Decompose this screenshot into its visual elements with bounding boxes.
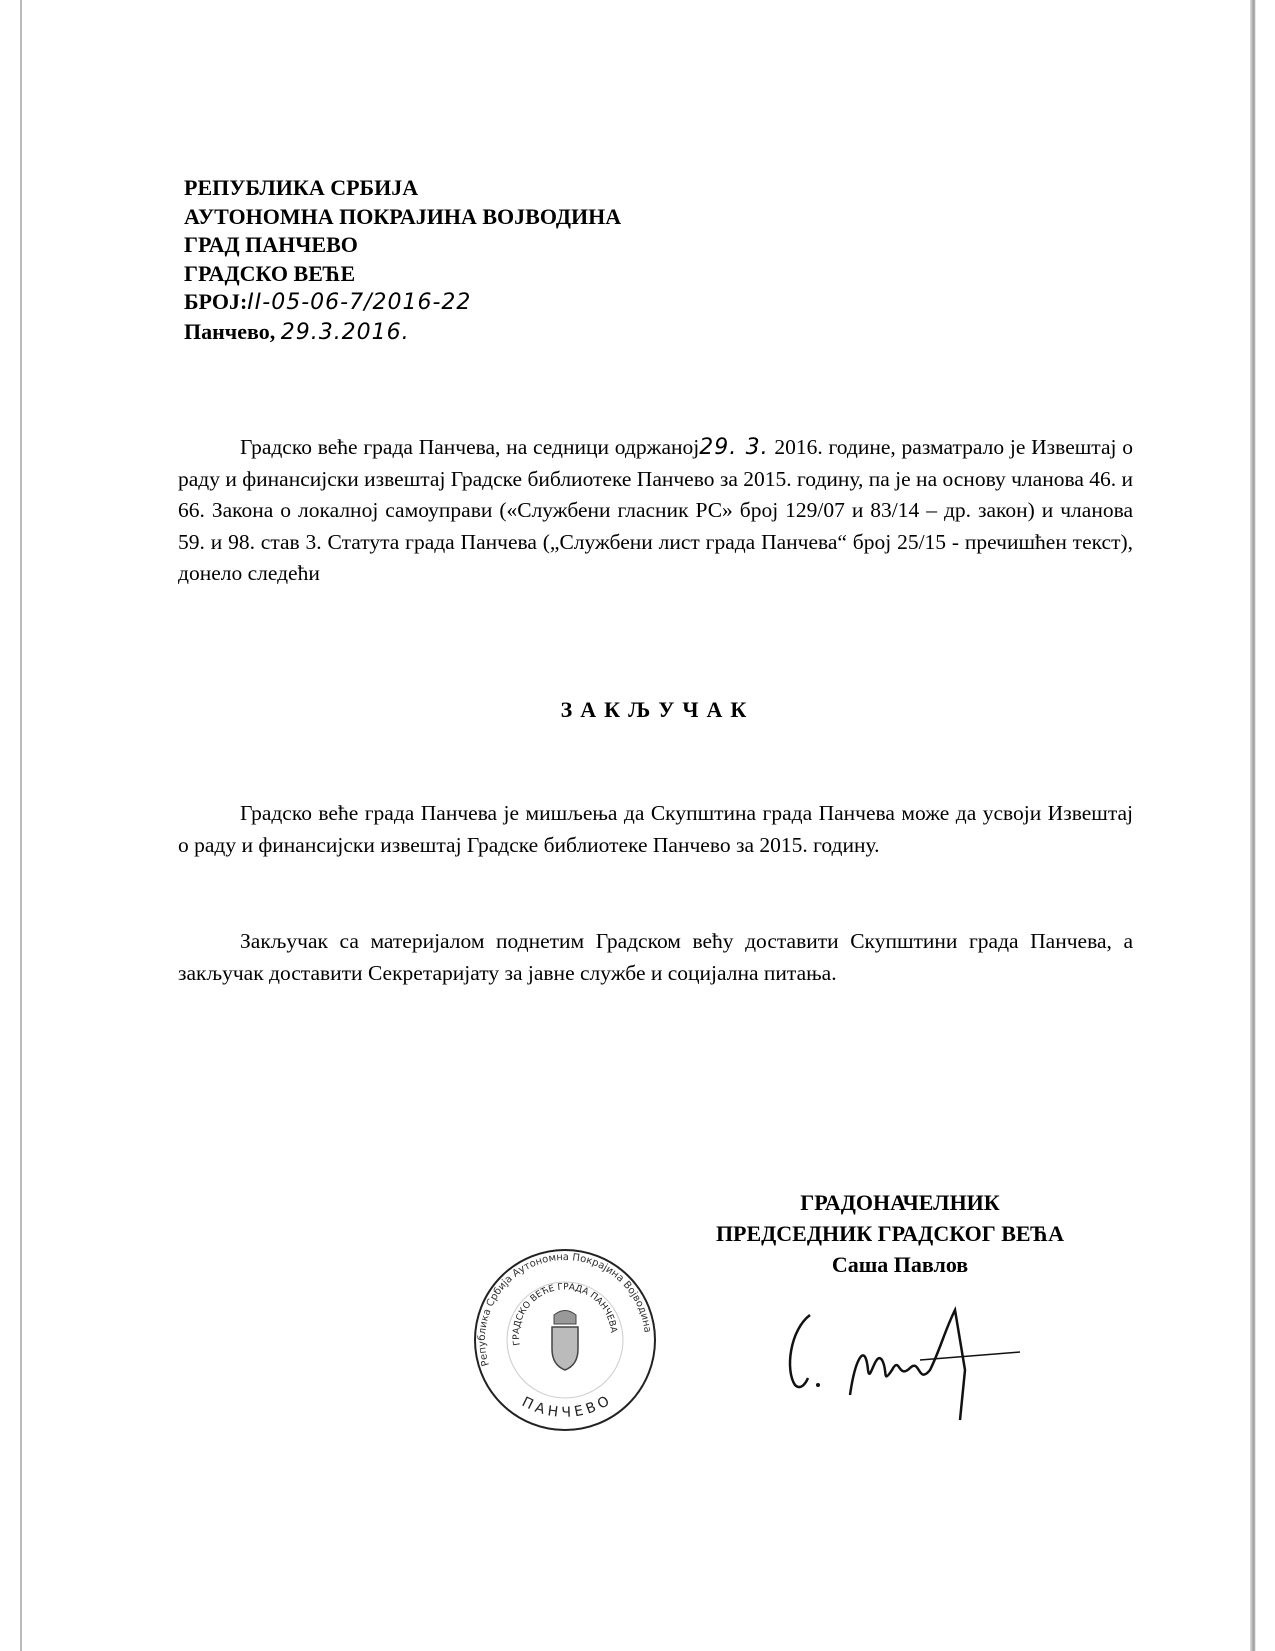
official-stamp — [470, 1245, 660, 1435]
conclusion-paragraph-1: Градско веће града Панчева је мишљења да Скупштина града Панчева може да усвоји Извештај о раду и финансијски извештај Градске библиотеке Панчево за 2015. годину. — [178, 801, 1133, 857]
stamp-outer-text: Република Србија Аутономна Покрајина Војводина — [476, 1251, 653, 1368]
handwritten-session-date: 29. 3. — [699, 435, 769, 460]
header-city: ГРАД ПАНЧЕВО — [184, 232, 358, 257]
signatory-name: Саша Павлов — [831, 1252, 969, 1277]
scan-edge-left — [20, 0, 22, 1651]
document-place-date: Панчево, 29.3.2016. — [184, 318, 410, 345]
header-republic: РЕПУБЛИКА СРБИЈА — [184, 175, 419, 200]
coat-of-arms-icon — [552, 1311, 578, 1371]
handwritten-date: 29.3.2016. — [280, 319, 410, 345]
signatory-title-president: ПРЕДСЕДНИК ГРАДСКОГ ВЕЋА — [715, 1221, 1065, 1246]
stamp-bottom-text: ПАНЧЕВО — [519, 1391, 616, 1421]
signatory-title-mayor: ГРАДОНАЧЕЛНИК — [800, 1190, 1000, 1215]
document-header — [184, 174, 621, 347]
header-province: АУТОНОМНА ПОКРАЈИНА ВОЈВОДИНА — [184, 203, 622, 229]
scan-edge-right — [1250, 0, 1275, 1651]
header-council: ГРАДСКО ВЕЋЕ — [184, 260, 356, 286]
intro-paragraph: Градско веће града Панчева, на седници одржаној29. 3. 2016. године, разматрало је Извештај о раду и финансијски извештај Градске библиотеке Панчево за 2015. годину, па је на основу чланова 46. и 66. Закона о локалној самоуправи («Службени гласник РС» број 129/07 и 83/14 – др. закон) и чланова 59. и 98. став 3. Статута града Панчева („Службени лист града Панчева“ број 25/15 - пречишћен текст), донело следећи — [178, 435, 1133, 585]
stamp-inner-text: ГРАДСКО ВЕЋЕ ГРАДА ПАНЧЕВА — [511, 1282, 618, 1347]
conclusion-paragraph-2: Закључак са материјалом поднетим Градском већу доставити Скупштини града Панчева, а закључак доставити Секретаријату за јавне службе и социјална питања. — [178, 929, 1133, 985]
document-number: БРОЈ:II-05-06-7/2016-22 — [184, 289, 472, 315]
handwritten-signature — [770, 1290, 1030, 1450]
handwritten-number: II-05-06-7/2016-22 — [247, 290, 472, 315]
signature-block — [680, 1187, 1100, 1280]
document-title: ЗАКЉУЧАК — [560, 697, 755, 722]
